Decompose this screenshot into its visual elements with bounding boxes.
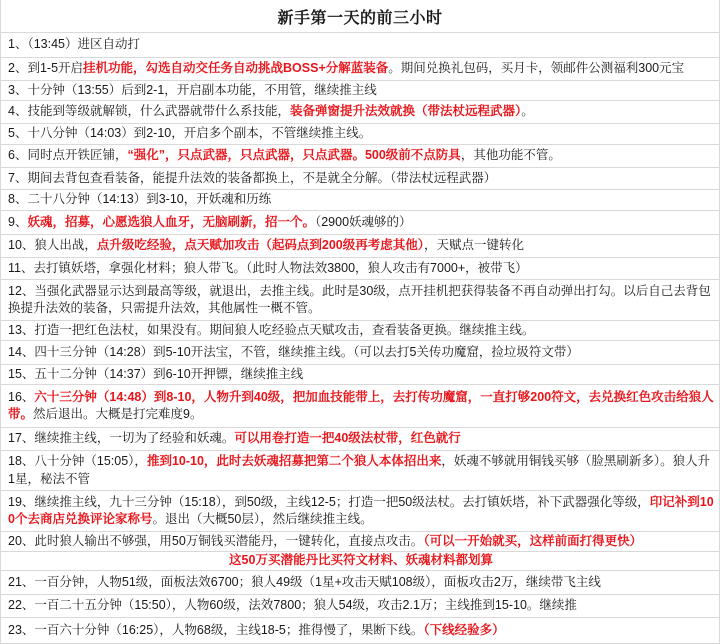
step-row [1,190,719,211]
plain-text: 2、到1-5开启 [8,61,84,76]
highlight-text: 挂机功能，勾选自动交任务自动挑战BOSS+分解蓝装备 [83,61,389,76]
step-text [8,191,271,209]
step-text [8,494,714,529]
step-text [8,574,601,592]
plain-text: 17、继续推主线，一切为了经验和妖魂。 [8,431,235,446]
plain-text: 11、去打镇妖塔，拿强化材料；狼人带飞。（此时人物法效3800，狼人攻击有7000+，被带飞） [8,260,528,275]
plain-text: 。期间兑换礼包码，买月卡，领邮件公测福利300元宝 [388,61,685,76]
highlight-text: 点升级吃经验，点天赋加攻击（起码点到200级再考虑其他） [96,238,425,253]
plain-text: （2900妖魂够的） [314,214,412,229]
highlight-text: 这50万买潜能丹比买符文材料、妖魂材料都划算 [229,553,493,568]
step-text [8,237,524,255]
step-row [1,595,719,618]
step-text [8,36,140,54]
plain-text: 14、四十三分钟（14:28）到5-10开法宝，不管，继续推主线。（可以去打5关传功魔窟，捡垃圾符文带） [8,344,579,359]
step-row [1,532,719,552]
plain-text: 6、同时点开铁匠铺， [8,148,128,163]
step-row [1,258,719,280]
plain-text: 4、技能到等级就解锁，什么武器就带什么系技能， [8,104,290,119]
step-row [1,365,719,385]
plain-text: 12、当强化武器显示达到最高等级，就退出，去推主线。此时是30级，点开挂机把获得装备不再自动弹出打勾。以后自己去背包换提升法效的装备，只需提升法效，其他属性一概不管。 [8,283,711,315]
step-text [8,344,579,362]
highlight-text: 推到10-10，此时去妖魂招募把第二个狼人本体招出来 [146,454,442,468]
step-row [1,33,719,58]
step-text [8,283,714,318]
step-row [1,280,719,321]
step-text [8,622,505,640]
plain-text: 9、 [8,214,28,229]
plain-text: 19、继续推主线，九十三分钟（15:18），到50级，主线12-5；打造一把50级法杖。去打镇妖塔，补下武器强化等级， [8,494,650,509]
step-row [1,321,719,341]
step-row [1,341,719,365]
step-row [1,235,719,258]
highlight-text: 妖魂，招募，心愿选狼人血牙，无脑刷新，招一个。 [27,214,315,229]
step-text [8,430,461,448]
step-row [1,385,719,428]
plain-text: 7、期间去背包查看装备，能提升法效的装备都换上，不是就全分解。（带法杖远程武器） [8,170,497,185]
plain-text: 。退出（大概50层），然后继续推主线。 [152,512,373,526]
plain-text: 10、狼人出战， [8,238,97,253]
plain-text: 16、 [8,389,35,404]
plain-text: ，其他功能不管。 [460,148,561,163]
plain-text: 然后退出。大概是打完难度9。 [33,407,203,421]
plain-text: 5、十八分钟（14:03）到2-10，开启多个副本，不管继续推主线。 [8,126,372,141]
plain-text: 22、一百二十五分钟（15:50），人物60级，法效7800；狼人54级，攻击2.1万；主线推到15-10。继续推 [8,598,577,613]
highlight-text: “强化”，只点武器，只点武器，只点武器。500级前不点防具 [127,148,461,163]
highlight-text: 可以用卷打造一把40级法杖带，红色就行 [234,431,461,446]
step-row [1,428,719,451]
step-row [1,211,719,235]
step-row [1,168,719,190]
step-list [1,33,719,644]
step-text [8,533,642,551]
step-row [1,451,719,491]
step-row [1,124,719,145]
step-text [8,60,684,78]
step-row [1,58,719,81]
plain-text: 23、一百六十分钟（16:25），人物68级，主线18-5；推得慢了，果断下线。 [8,622,424,637]
step-text [8,322,534,340]
step-text [8,214,412,232]
step-text [8,597,577,615]
step-text [8,260,528,278]
plain-text: 18、八十分钟（15:05）， [8,454,147,468]
plain-text: 20、此时狼人输出不够强，用50万铜钱买潜能丹，一键转化，直接点攻击。 [8,533,424,548]
step-text [8,147,561,165]
page-title: 新手第一天的前三小时 [1,0,719,33]
plain-text: 13、打造一把红色法杖，如果没有。期间狼人吃经验点天赋攻击，查看装备更换。继续推主线。 [8,322,535,337]
plain-text: 15、五十二分钟（14:37）到6-10开押镖，继续推主线 [8,366,304,381]
step-row [1,101,719,124]
step-text [8,453,714,488]
highlight-text: 六十三分钟（14:48）到8-10，人物升到40级，把加血技能带上，去打传功魔窟，一直打够200符文，去兑换红色攻击给狼人带。 [8,389,714,421]
step-row [1,618,719,644]
step-text [8,366,303,384]
plain-text: 21、一百分钟，人物51级，面板法效6700；狼人49级（1星+攻击天赋108级），面板攻击2万，继续带飞主线 [8,574,601,589]
step-text [8,103,534,121]
step-text [8,170,496,188]
callout-row [1,552,719,571]
step-text [8,82,377,100]
callout-text [229,552,493,570]
step-row [1,571,719,595]
plain-text: ，天赋点一键转化 [424,238,525,253]
highlight-text: （下线经验多） [423,622,505,637]
plain-text: 。 [521,104,534,119]
highlight-text: （可以一开始就买，这样前面打得更快） [423,533,643,548]
highlight-text: 装备弹窗提升法效就换（带法杖远程武器） [289,104,522,119]
plain-text: 8、二十八分钟（14:13）到3-10，开妖魂和历练 [8,192,272,207]
highlight-text: 印记补到100个去商店兑换评论家称号 [8,494,714,526]
step-text [8,389,714,424]
plain-text: 3、十分钟（13:55）后到2-1，开启副本功能，不用管，继续推主线 [8,82,377,97]
plain-text: ，妖魂不够就用铜钱买够（脸黑刷新多）。狼人升1星，秘法不管 [8,454,711,486]
plain-text: 1、（13:45）进区自动打 [8,37,140,52]
step-row [1,145,719,168]
step-row [1,491,719,532]
step-row [1,81,719,101]
step-text [8,125,371,143]
